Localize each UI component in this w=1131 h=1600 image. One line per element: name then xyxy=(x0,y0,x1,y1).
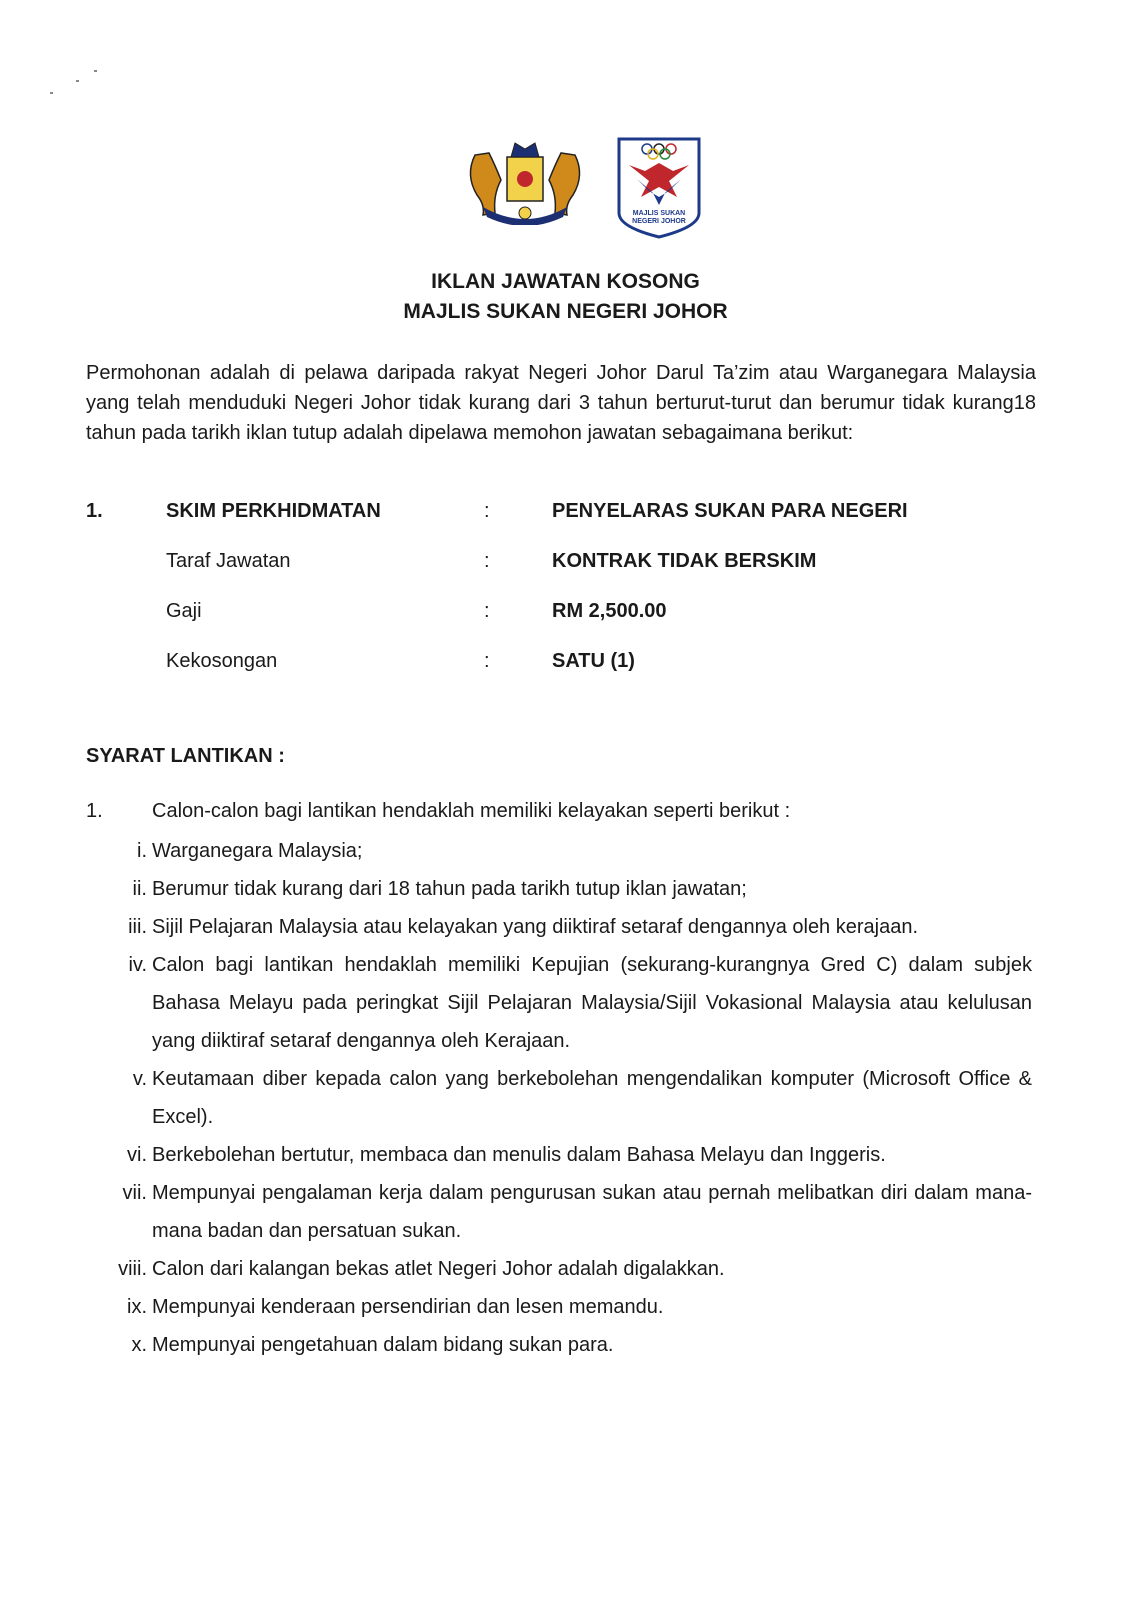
list-item-numeral: iii. xyxy=(128,916,147,938)
list-item-numeral: iv. xyxy=(128,954,147,976)
list-item xyxy=(0,946,1131,1060)
position-number: 1. xyxy=(86,500,103,522)
row-value: RM 2,500.00 xyxy=(552,600,667,622)
list-item-numeral: v. xyxy=(132,1068,147,1090)
list-item xyxy=(0,870,1131,908)
requirements-list xyxy=(0,832,1131,1364)
list-item xyxy=(0,832,1131,870)
position-row-scheme xyxy=(0,500,1131,530)
row-label: Gaji xyxy=(166,600,202,622)
position-row-status xyxy=(0,550,1131,580)
requirements-number: 1. xyxy=(86,800,103,822)
list-item xyxy=(0,1060,1131,1136)
scan-speck xyxy=(94,70,97,72)
requirements-intro-text: Calon-calon bagi lantikan hendaklah memiliki kelayakan seperti berikut : xyxy=(152,800,791,822)
list-item-text: Berkebolehan bertutur, membaca dan menulis dalam Bahasa Melayu dan Inggeris. xyxy=(152,1144,886,1166)
logo-group xyxy=(455,135,705,245)
intro-paragraph: Permohonan adalah di pelawa daripada rakyat Negeri Johor Darul Ta’zim atau Warganegara Malaysia yang telah menduduki Negeri Johor tidak kurang dari 3 tahun berturut-turut dan berumur tidak kurang18 tahun pada tarikh iklan tutup adalah dipelawa memohon jawatan sebagaimana berikut: xyxy=(86,362,1036,444)
list-item-text: Mempunyai kenderaan persendirian dan lesen memandu. xyxy=(152,1296,664,1318)
scan-speck xyxy=(50,92,53,94)
position-row-vacancy xyxy=(0,650,1131,680)
list-item xyxy=(0,1250,1131,1288)
list-item-numeral: vii. xyxy=(122,1182,147,1204)
row-label: Taraf Jawatan xyxy=(166,550,291,572)
list-item-numeral: i. xyxy=(137,840,147,862)
list-item xyxy=(0,1288,1131,1326)
logo-text-line1: MAJLIS SUKAN xyxy=(632,210,686,217)
list-item-numeral: x. xyxy=(131,1334,147,1356)
requirements-title: SYARAT LANTIKAN : xyxy=(86,745,285,767)
position-row-salary xyxy=(0,600,1131,630)
row-label: SKIM PERKHIDMATAN xyxy=(166,500,381,522)
list-item-numeral: ix. xyxy=(127,1296,147,1318)
list-item-numeral: ii. xyxy=(132,878,147,900)
document-title: IKLAN JAWATAN KOSONG xyxy=(431,270,700,293)
row-colon: : xyxy=(484,600,490,622)
row-label: Kekosongan xyxy=(166,650,278,672)
list-item-numeral: vi. xyxy=(127,1144,147,1166)
row-value: PENYELARAS SUKAN PARA NEGERI xyxy=(552,500,908,522)
msnj-logo-icon xyxy=(613,135,705,240)
row-colon: : xyxy=(484,500,490,522)
list-item-text: Sijil Pelajaran Malaysia atau kelayakan yang diiktiraf setaraf dengannya oleh kerajaan. xyxy=(152,916,919,938)
johor-crest-icon xyxy=(455,135,595,225)
row-colon: : xyxy=(484,650,490,672)
list-item xyxy=(0,908,1131,946)
list-item-text: Warganegara Malaysia; xyxy=(152,840,363,862)
logo-text-line2: NEGERI JOHOR xyxy=(632,218,686,225)
row-value: SATU (1) xyxy=(552,650,635,672)
list-item-text: Mempunyai pengalaman kerja dalam pengurusan sukan atau pernah melibatkan diri dalam mana-mana badan dan persatuan sukan. xyxy=(152,1182,1032,1242)
list-item xyxy=(0,1136,1131,1174)
list-item-numeral: viii. xyxy=(118,1258,147,1280)
row-colon: : xyxy=(484,550,490,572)
scan-speck xyxy=(76,80,79,82)
organisation-title: MAJLIS SUKAN NEGERI JOHOR xyxy=(403,300,728,323)
list-item xyxy=(0,1326,1131,1364)
list-item-text: Berumur tidak kurang dari 18 tahun pada tarikh tutup iklan jawatan; xyxy=(152,878,747,900)
list-item-text: Keutamaan diber kepada calon yang berkebolehan mengendalikan komputer (Microsoft Office & Excel). xyxy=(152,1068,1032,1128)
row-value: KONTRAK TIDAK BERSKIM xyxy=(552,550,817,572)
list-item-text: Mempunyai pengetahuan dalam bidang sukan para. xyxy=(152,1334,614,1356)
list-item-text: Calon bagi lantikan hendaklah memiliki Kepujian (sekurang-kurangnya Gred C) dalam subjek Bahasa Melayu pada peringkat Sijil Pelajaran Malaysia/Sijil Vokasional Malaysia atau kelulusan yang diiktiraf setaraf dengannya oleh Kerajaan. xyxy=(152,954,1032,1052)
list-item-text: Calon dari kalangan bekas atlet Negeri Johor adalah digalakkan. xyxy=(152,1258,725,1280)
list-item xyxy=(0,1174,1131,1250)
